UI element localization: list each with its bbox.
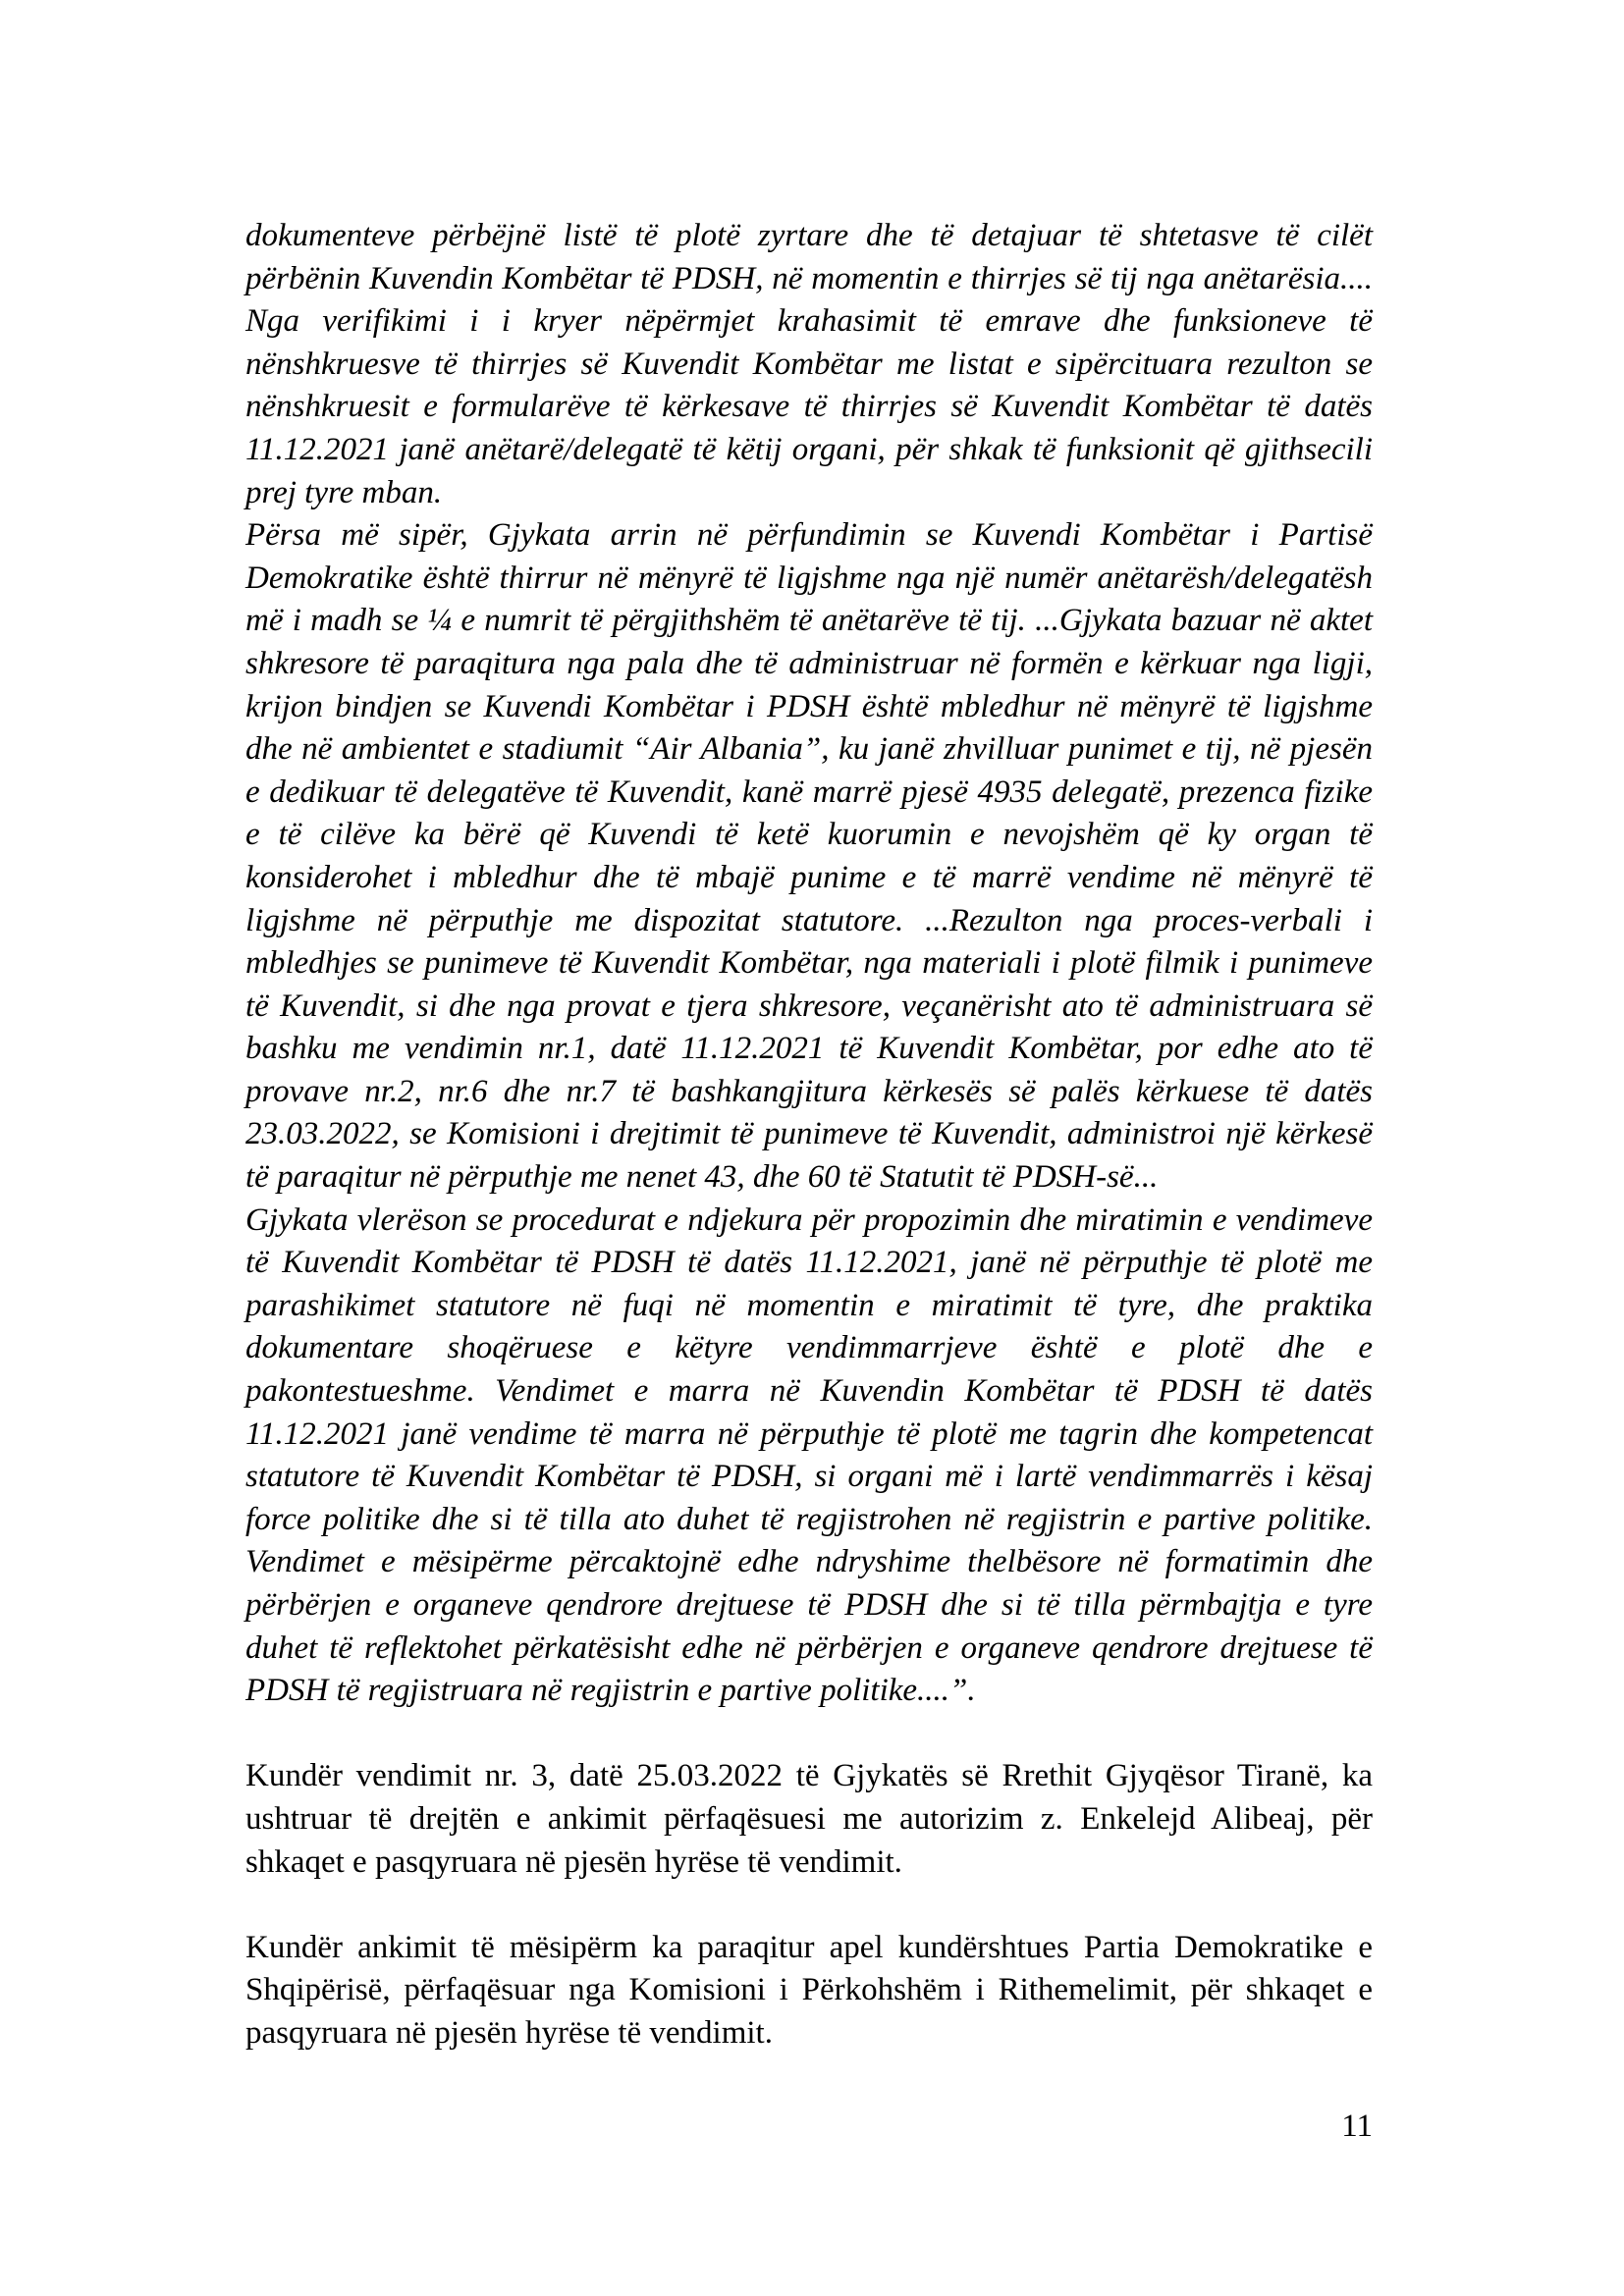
paragraph-spacer bbox=[245, 1713, 1373, 1756]
paragraph-spacer bbox=[245, 1884, 1373, 1927]
appeal-section bbox=[245, 1755, 1373, 2055]
paragraph-appeal: Kundër vendimit nr. 3, datë 25.03.2022 të Gjykatës së Rrethit Gjyqësor Tiranë, ka ushtruar të drejtën e ankimit përfaqësuesi me autorizim z. Enkelejd Alibeaj, për shkaqet e pasqyruara në pjesën hyrëse të vendimit. bbox=[245, 1758, 1373, 1880]
quoted-paragraph-convocation: Përsa më sipër, Gjykata arrin në përfundimin se Kuvendi Kombëtar i Partisë Demokratike është thirrur në mënyrë të ligjshme nga një numër anëtarësh/delegatësh më i madh se ¼ e numrit të përgjithshëm të anëtarëve të tij. ...Gjykata bazuar në aktet shkresore të paraqitura nga pala dhe të administruar në formën e kërkuar nga ligji, krijon bindjen se Kuvendi Kombëtar i PDSH është mbledhur në mënyrë të ligjshme dhe në ambientet e stadiumit “Air Albania”, ku janë zhvilluar punimet e tij, në pjesën e dedikuar të delegatëve të Kuvendit, kanë marrë pjesë 4935 delegatë, prezenca fizike e të cilëve ka bërë që Kuvendi të ketë kuorumin e nevojshëm që ky organ të konsiderohet i mbledhur dhe të mbajë punime e të marrë vendime në mënyrë të ligjshme në përputhje me dispozitat statutore. ...Rezulton nga proces-verbali i mbledhjes se punimeve të Kuvendit Kombëtar, nga materiali i plotë filmik i punimeve të Kuvendit, si dhe nga provat e tjera shkresore, veçanërisht ato të administruara së bashku me vendimin nr.1, datë 11.12.2021 të Kuvendit Kombëtar, por edhe ato të provave nr.2, nr.6 dhe nr.7 të bashkangjitura kërkesës së palës kërkuese të datës 23.03.2022, se Komisioni i drejtimit të punimeve të Kuvendit, administroi një kërkesë të paraqitur në përputhje me nenet 43, dhe 60 të Statutit të PDSH-së... bbox=[245, 517, 1373, 1196]
quoted-paragraph-assessment: Gjykata vlerëson se procedurat e ndjekura për propozimin dhe miratimin e vendimeve të Kuvendit Kombëtar të PDSH të datës 11.12.2021, janë në përputhje të plotë me parashikimet statutore në fuqi në momentin e miratimit të tyre, dhe praktika dokumentare shoqëruese e këtyre vendimmarrjeve është e plotë dhe e pakontestueshme. Vendimet e marra në Kuvendin Kombëtar të PDSH të datës 11.12.2021 janë vendime të marra në përputhje të plotë me tagrin dhe kompetencat statutore të Kuvendit Kombëtar të PDSH, si organi më i lartë vendimmarrës i kësaj force politike dhe si të tilla ato duhet të regjistrohen në regjistrin e partive politike. Vendimet e mësipërme përcaktojnë edhe ndryshime thelbësore në formatimin dhe përbërjen e organeve qendrore drejtuese të PDSH dhe si të tilla përmbajtja e tyre duhet të reflektohet përkatësisht edhe në përbërjen e organeve qendrore drejtuese të PDSH të regjistruara në regjistrin e partive politike....”. bbox=[245, 1201, 1373, 1709]
page-number: 11 bbox=[1341, 2109, 1373, 2144]
paragraph-counter-appeal: Kundër ankimit të mësipërm ka paraqitur apel kundërshtues Partia Demokratike e Shqipërisë, përfaqësuar nga Komisioni i Përkohshëm i Rithemelimit, për shkaqet e pasqyruara në pjesën hyrëse të vendimit. bbox=[245, 1929, 1373, 2051]
page-body bbox=[245, 215, 1373, 2056]
quoted-court-excerpt bbox=[245, 215, 1373, 1713]
quoted-paragraph-verification: dokumenteve përbëjnë listë të plotë zyrtare dhe të detajuar të shtetasve të cilët përbënin Kuvendin Kombëtar të PDSH, në momentin e thirrjes së tij nga anëtarësia.... Nga verifikimi i i kryer nëpërmjet krahasimit të emrave dhe funksioneve të nënshkruesve të thirrjes së Kuvendit Kombëtar me listat e sipërcituara rezulton se nënshkruesit e formularëve të kërkesave të thirrjes së Kuvendit Kombëtar të datës 11.12.2021 janë anëtarë/delegatë të këtij organi, për shkak të funksionit që gjithsecili prej tyre mban. bbox=[245, 218, 1373, 510]
